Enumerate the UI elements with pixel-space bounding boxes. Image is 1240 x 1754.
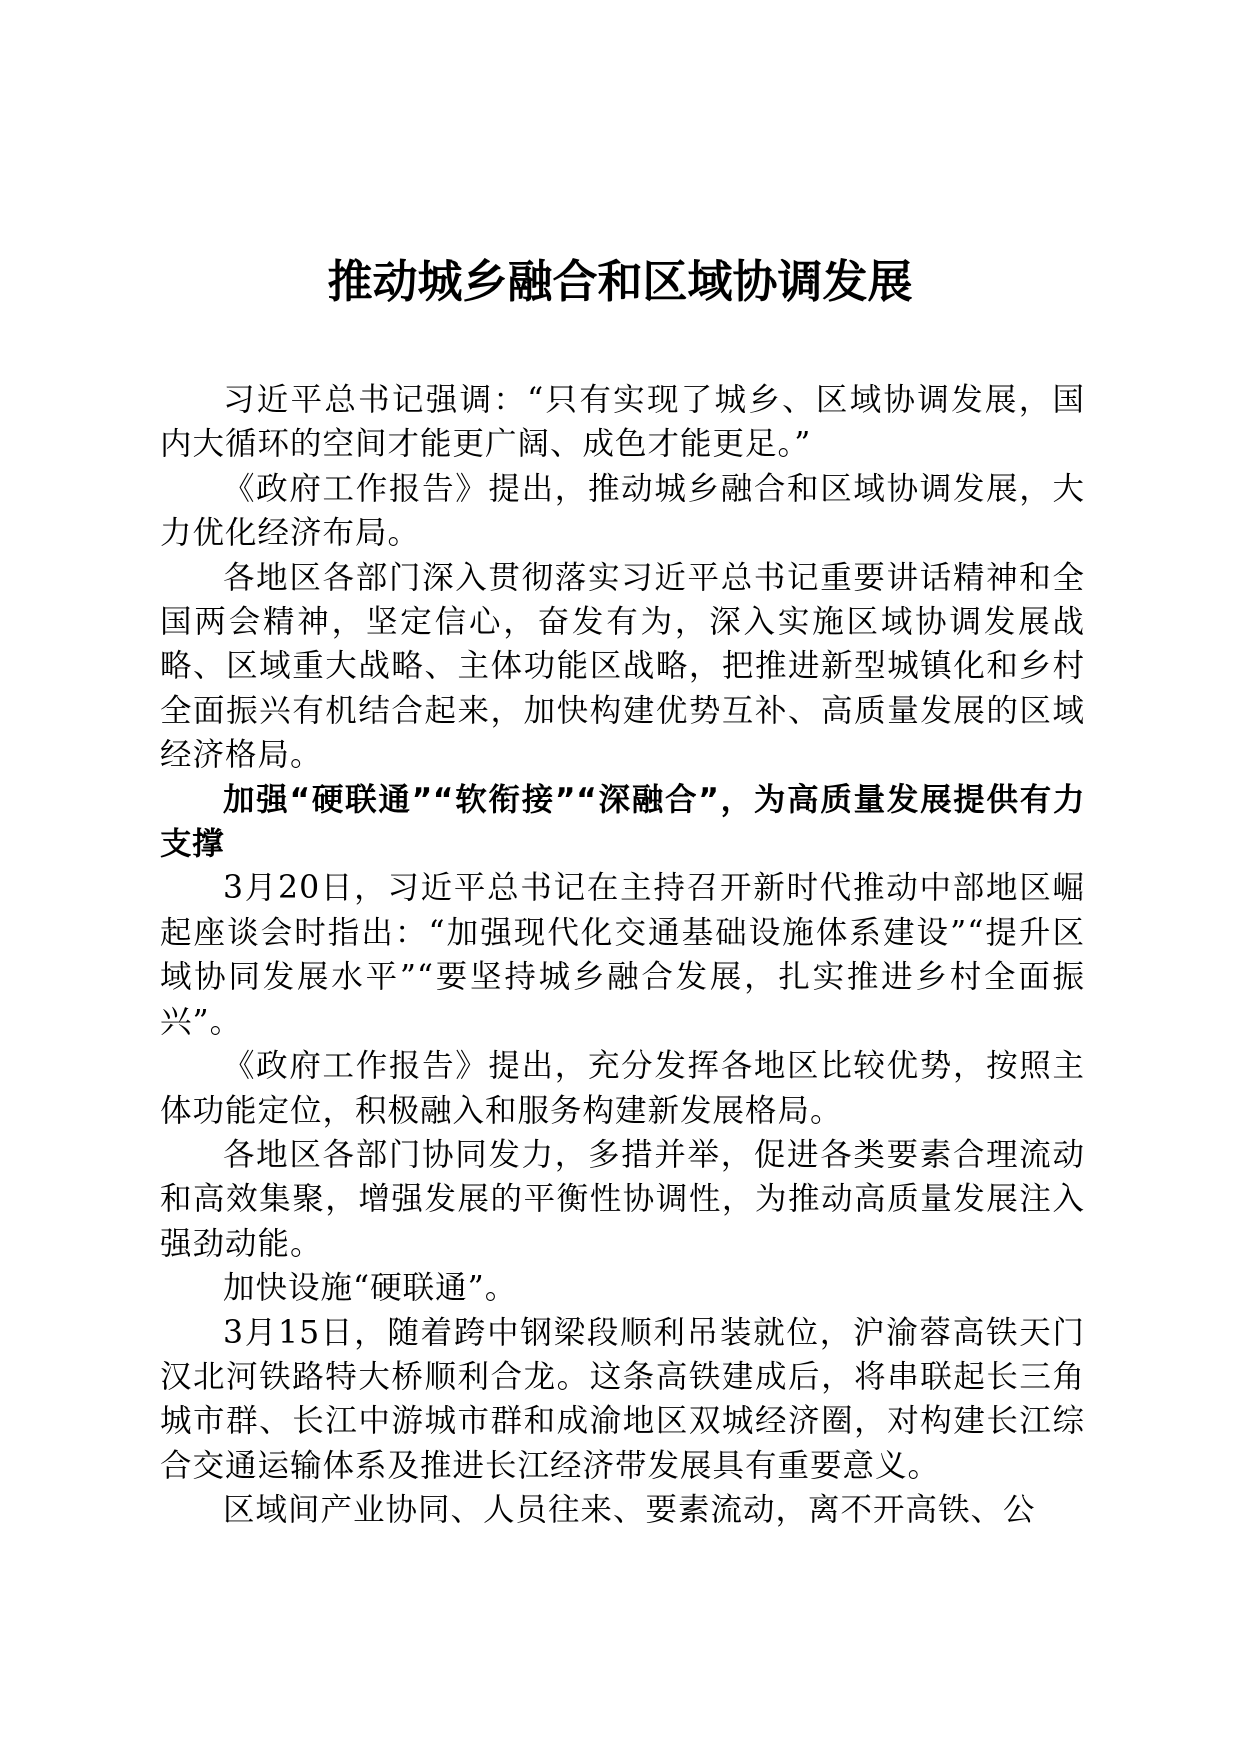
document-title: 推动城乡融合和区域协调发展 xyxy=(327,255,913,308)
paragraph: 加快设施“硬联通”。 xyxy=(223,1270,518,1307)
paragraph: 各地区各部门深入贯彻落实习近平总书记重要讲话精神和全国两会精神，坚定信心，奋发有为，深入实施区域协调发展战略、区域重大战略、主体功能区战略，把推进新型城镇化和乡村全面振兴有机结合起来，加快构建优势互补、高质量发展的区域经济格局。 xyxy=(160,559,1085,774)
paragraph: 习近平总书记强调：“只有实现了城乡、区域协调发展，国内大循环的空间才能更广阔、成色才能更足。” xyxy=(160,382,1085,463)
paragraph: 《政府工作报告》提出，推动城乡融合和区域协调发展，大力优化经济布局。 xyxy=(160,470,1085,552)
document-body xyxy=(160,378,1085,1533)
paragraph: 《政府工作报告》提出，充分发挥各地区比较优势，按照主体功能定位，积极融入和服务构建新发展格局。 xyxy=(160,1048,1085,1129)
paragraph: 各地区各部门协同发力，多措并举，促进各类要素合理流动和高效集聚，增强发展的平衡性协调性，为推动高质量发展注入强劲动能。 xyxy=(160,1136,1085,1262)
paragraph: 3月20日，习近平总书记在主持召开新时代推动中部地区崛起座谈会时指出：“加强现代化交通基础设施体系建设”“提升区域协同发展水平”“要坚持城乡融合发展，扎实推进乡村全面振兴”。 xyxy=(160,870,1085,1040)
paragraph: 区域间产业协同、人员往来、要素流动，离不开高铁、公 xyxy=(223,1492,1036,1529)
section-heading: 加强“硬联通”“软衔接”“深融合”，为高质量发展提供有力支撑 xyxy=(160,781,1085,863)
paragraph: 3月15日，随着跨中钢梁段顺利吊装就位，沪渝蓉高铁天门汉北河铁路特大桥顺利合龙。这条高铁建成后，将串联起长三角城市群、长江中游城市群和成渝地区双城经济圈，对构建长江综合交通运输体系及推进长江经济带发展具有重要意义。 xyxy=(160,1314,1085,1484)
